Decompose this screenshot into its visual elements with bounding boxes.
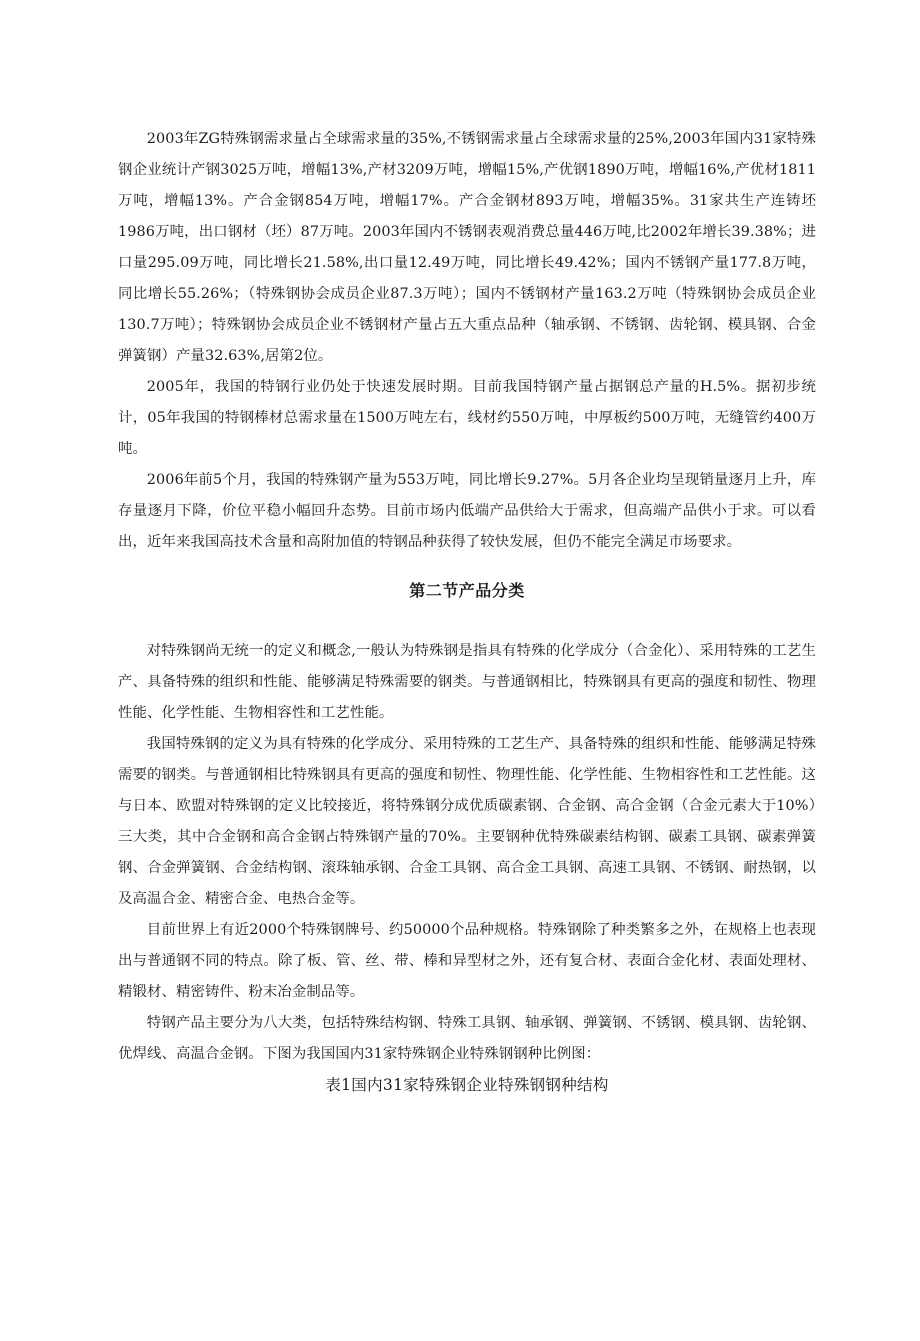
paragraph-product-categories: 特钢产品主要分为八大类，包括特殊结构钢、特殊工具钢、轴承钢、弹簧钢、不锈钢、模具钢、齿轮钢、优焊线、高温合金钢。下图为我国国内31家特殊钢企业特殊钢钢种比例图：: [118, 1015, 816, 1062]
paragraph-2005-industry: 2005年，我国的特钢行业仍处于快速发展时期。目前我国特钢产量占据钢总产量的H.5%。据初步统计，05年我国的特钢棒材总需求量在1500万吨左右，线材约550万吨，中厚板约500万吨，无缝管约400万吨。: [118, 379, 816, 457]
paragraph-grades-and-specs: 目前世界上有近2000个特殊钢牌号、约50000个品种规格。特殊钢除了种类繁多之外，在规格上也表现出与普通钢不同的特点。除了板、管、丝、带、棒和异型材之外，还有复合材、表面合金化材、表面处理材、精锻材、精密铸件、粉末冶金制品等。: [118, 922, 816, 1000]
section-title: 第二节产品分类: [409, 581, 525, 600]
document-body: [118, 124, 816, 1100]
table-caption: 表1国内31家特殊钢企业特殊钢钢种结构: [325, 1076, 609, 1094]
paragraph-2006-output: 2006年前5个月，我国的特殊钢产量为553万吨，同比增长9.27%。5月各企业均呈现销量逐月上升，库存量逐月下降，价位平稳小幅回升态势。目前市场内低端产品供给大于需求，但高端产品供小于求。可以看出，近年来我国高技术含量和高附加值的特钢品种获得了较快发展，但仍不能完全满足市场要求。: [118, 472, 816, 550]
paragraph-definition: 对特殊钢尚无统一的定义和概念,一般认为特殊钢是指具有特殊的化学成分（合金化）、采用特殊的工艺生产、具备特殊的组织和性能、能够满足特殊需要的钢类。与普通钢相比，特殊钢具有更高的强度和韧性、物理性能、化学性能、生物相容性和工艺性能。: [118, 643, 816, 721]
paragraph-2003-statistics: 2003年ZG特殊钢需求量占全球需求量的35%,不锈钢需求量占全球需求量的25%,2003年国内31家特殊钢企业统计产钢3025万吨，增幅13%,产材3209万吨，增幅15%,产优钢1890万吨，增幅16%,产优材1811万吨，增幅13%。产合金钢854万吨，增幅17%。产合金钢材893万吨，增幅35%。31家共生产连铸坯1986万吨，出口钢材（坯）87万吨。2003年国内不锈钢表观消费总量446万吨,比2002年增长39.38%；进口量295.09万吨，同比增长21.58%,出口量12.49万吨，同比增长49.42%；国内不锈钢产量177.8万吨，同比增长55.26%；（特殊钢协会成员企业87.3万吨）；国内不锈钢材产量163.2万吨（特殊钢协会成员企业130.7万吨）；特殊钢协会成员企业不锈钢材产量占五大重点品种（轴承钢、不锈钢、齿轮钢、模具钢、合金弹簧钢）产量32.63%,居第2位。: [118, 131, 816, 364]
paragraph-china-definition: 我国特殊钢的定义为具有特殊的化学成分、采用特殊的工艺生产、具备特殊的组织和性能、能够满足特殊需要的钢类。与普通钢相比特殊钢具有更高的强度和韧性、物理性能、化学性能、生物相容性和工艺性能。这与日本、欧盟对特殊钢的定义比较接近，将特殊钢分成优质碳素钢、合金钢、高合金钢（合金元素大于10%）三大类，其中合金钢和高合金钢占特殊钢产量的70%。主要钢种优特殊碳素结构钢、碳素工具钢、碳素弹簧钢、合金弹簧钢、合金结构钢、滚珠轴承钢、合金工具钢、高合金工具钢、高速工具钢、不锈钢、耐热钢，以及高温合金、精密合金、电热合金等。: [118, 736, 816, 907]
